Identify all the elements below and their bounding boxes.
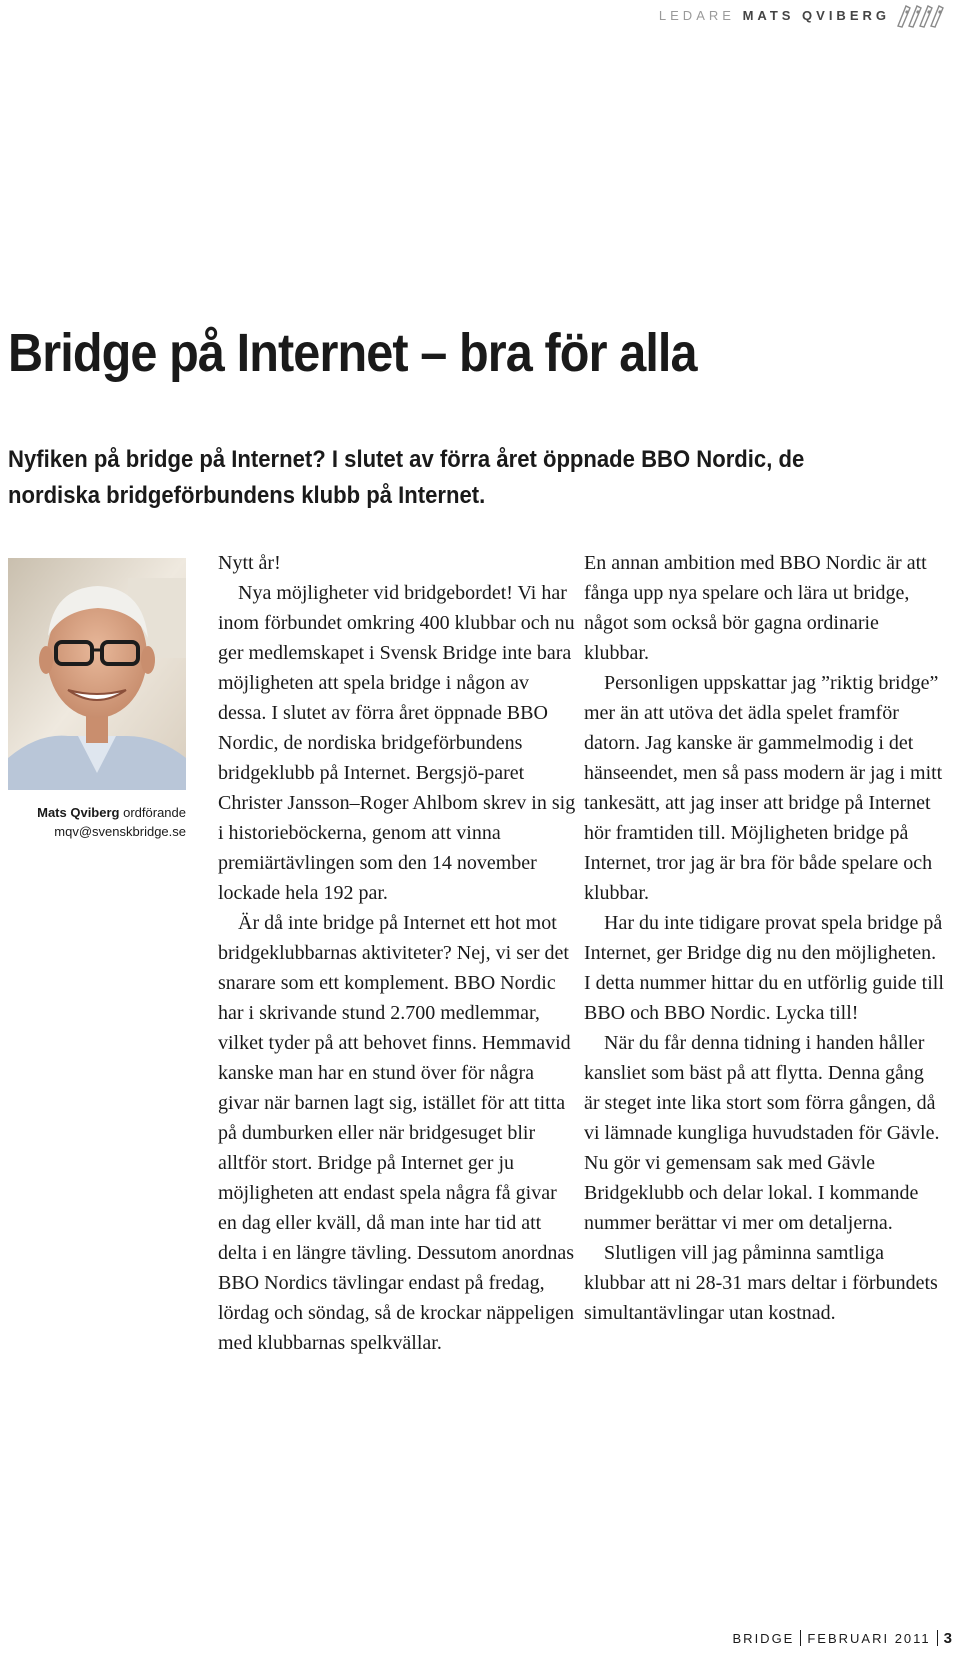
- magazine-name: BRIDGE: [732, 1631, 795, 1646]
- caption-email: mqv@svenskbridge.se: [54, 824, 186, 839]
- author-label: MATS QVIBERG: [742, 8, 890, 23]
- text-column-2: [584, 548, 944, 1328]
- paragraph: Är då inte bridge på Internet ett hot mot bridgeklubbarnas aktiviteter? Nej, vi ser det snarare som ett komplement. BBO Nordic har i skrivande stund 2.700 medlemmar, vilket tyder på att behovet finns. Hemmavid kanske man har en stund över för några givar när barnen lagt sig, istället för att titta på dumburken eller när bridgesuget blir alltför stort. Bridge på Internet ger ju möjligheten att endast spela några få givar en dag eller kväll, då man inte har tid att delta i en längre tävling. Dessutom anordnas BBO Nordics tävlingar endast på fredag, lördag och söndag, så de krockar näppeligen med klubbarnas spelkvällar.: [218, 912, 575, 1354]
- portrait-photo: [8, 558, 186, 790]
- article-lead: Nyfiken på bridge på Internet? I slutet av förra året öppnade BBO Nordic, de nordiska bridgeförbundens klubb på Internet.: [8, 446, 805, 509]
- article-headline: Bridge på Internet – bra för alla: [8, 323, 697, 383]
- paragraph: Slutligen vill jag påminna samtliga klubbar att ni 28-31 mars deltar i förbundets simultantävlingar utan kostnad.: [584, 1242, 938, 1324]
- page-header: [659, 8, 890, 23]
- paragraph: Nya möjligheter vid bridgebordet! Vi har inom förbundet omkring 400 klubbar och nu ger medlemskapet i Svensk Bridge inte bara möjligheten att spela bridge i någon av dessa. I slutet av förra året öppnade BBO Nordic, de nordiska bridgeförbundens bridgeklubb på Internet. Bergsjö-paret Christer Jansson–Roger Ahlbom skrev in sig i historieböckerna, genom att vinna premiärtävlingen som den 14 november lockade hela 192 par.: [218, 582, 576, 904]
- issue-label: FEBRUARI 2011: [807, 1631, 931, 1646]
- footer-divider: [800, 1630, 801, 1646]
- text-column-1: [218, 548, 578, 1358]
- page-footer: [733, 1630, 952, 1647]
- caption-role: ordförande: [123, 805, 186, 820]
- footer-divider: [937, 1630, 938, 1646]
- section-label: LEDARE: [658, 8, 735, 23]
- paragraph: Personligen uppskattar jag ”riktig bridge” mer än att utöva det ädla spelet framför datorn. Jag kanske är gammelmodig i det hänseendet, men så pass modern är jag i mitt tankesätt, att jag inser att bridge på Internet hör framtiden till. Möjligheten bridge på Internet, tror jag är bra för både spelare och klubbar.: [584, 672, 943, 904]
- paragraph: En annan ambition med BBO Nordic är att fånga upp nya spelare och lära ut bridge, något som också bör gagna ordinarie klubbar.: [584, 552, 927, 664]
- caption-name: Mats Qviberg: [37, 805, 120, 820]
- paragraph: Nytt år!: [218, 552, 281, 574]
- bridge-logo-icon: [892, 0, 948, 30]
- paragraph: Har du inte tidigare provat spela bridge på Internet, ger Bridge dig nu den möjligheten. I detta nummer hittar du en utförlig guide till BBO och BBO Nordic. Lycka till!: [584, 912, 944, 1024]
- page-number: 3: [943, 1630, 952, 1647]
- paragraph: När du får denna tidning i handen håller kansliet som bäst på att flytta. Denna gång är steget inte lika stort som förra gången, då vi lämnade kungliga huvudstaden för Gävle. Nu gör vi gemensam sak med Gävle Bridgeklubb och delar lokal. I kommande nummer berättar vi mer om detaljerna.: [584, 1032, 940, 1234]
- photo-caption: [8, 803, 186, 841]
